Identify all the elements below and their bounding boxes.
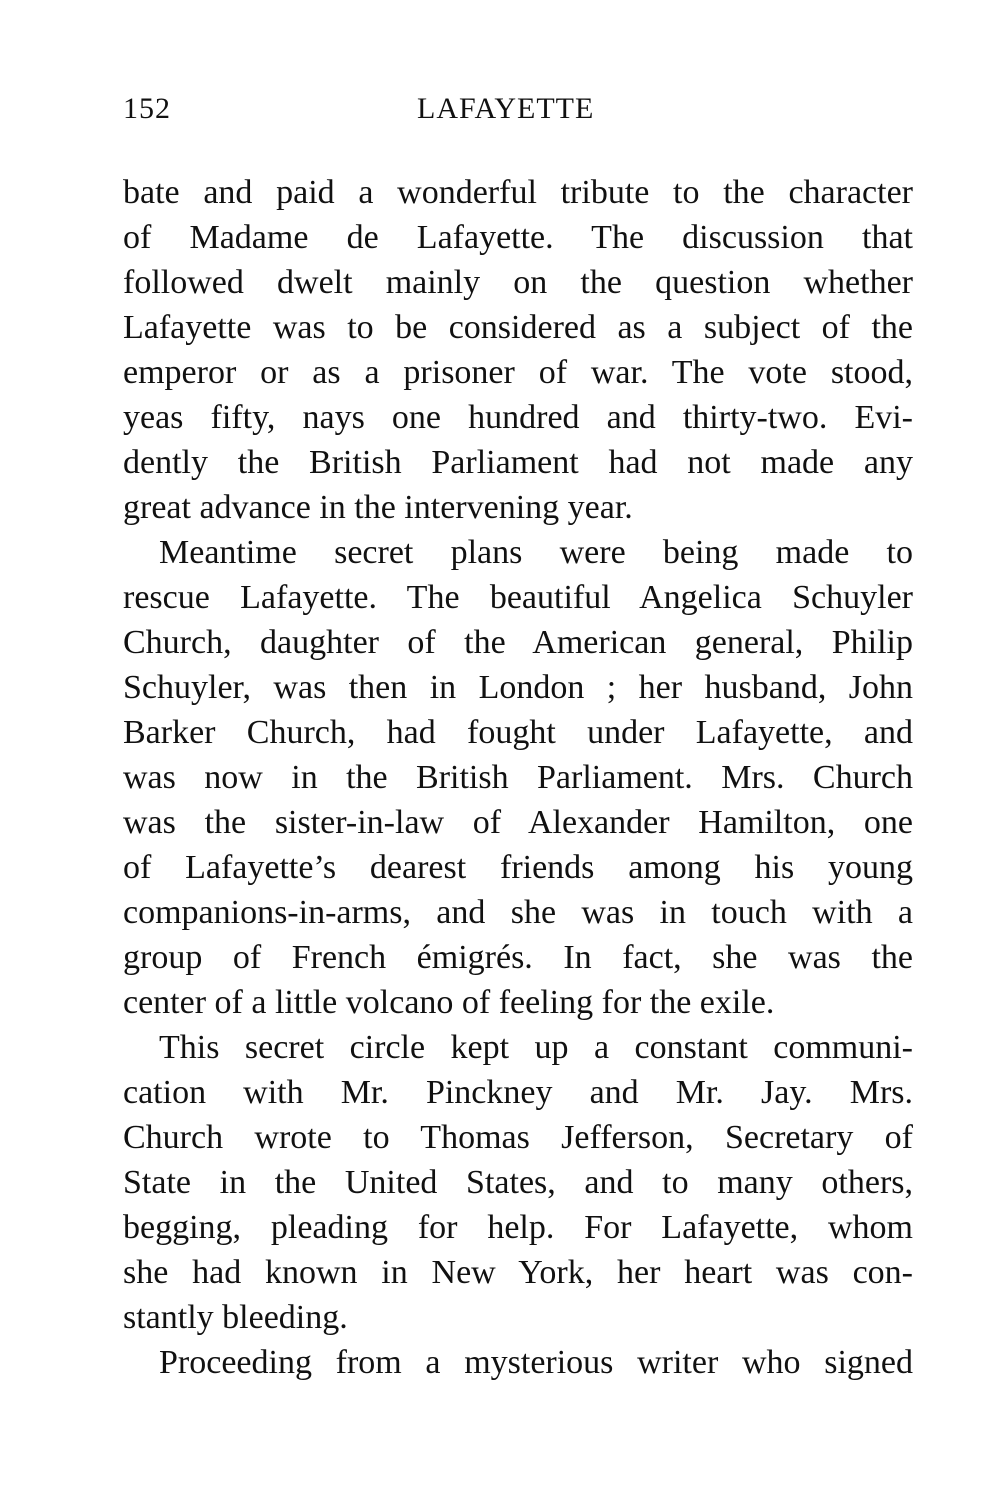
text-line: was now in the British Parliament. Mrs. Church [123,759,913,796]
text-line: stantly bleeding. [123,1299,348,1336]
text-line: Lafayette was to be considered as a subject of the [123,309,913,346]
paragraph-1 [123,170,913,530]
text-line: great advance in the intervening year. [123,489,633,526]
text-line: she had known in New York, her heart was con- [123,1254,913,1291]
text-line: Barker Church, had fought under Lafayette, and [123,714,913,751]
text-line: Church, daughter of the American general, Philip [123,624,913,661]
text-line: emperor or as a prisoner of war. The vote stood, [123,354,913,391]
paragraph-3 [123,1025,913,1340]
text-line: bate and paid a wonderful tribute to the character [123,174,913,211]
text-line: of Lafayette’s dearest friends among his young [123,849,913,886]
text-line: cation with Mr. Pinckney and Mr. Jay. Mrs. [123,1074,913,1111]
paragraph-4 [123,1340,913,1385]
text-line: Proceeding from a mysterious writer who signed [159,1344,913,1381]
text-line: was the sister-in-law of Alexander Hamilton, one [123,804,913,841]
running-title: LAFAYETTE [417,92,595,125]
text-line: State in the United States, and to many others, [123,1164,913,1201]
running-head [123,92,913,136]
text-line: rescue Lafayette. The beautiful Angelica Schuyler [123,579,913,616]
text-line: begging, pleading for help. For Lafayette, whom [123,1209,913,1246]
text-line: group of French émigrés. In fact, she was the [123,939,913,976]
text-line: yeas fifty, nays one hundred and thirty-two. Evi- [123,399,913,436]
page-number: 152 [123,92,171,125]
body-text [123,170,913,1385]
paragraph-2 [123,530,913,1025]
text-line: center of a little volcano of feeling for the exile. [123,984,775,1021]
text-line: Schuyler, was then in London ; her husband, John [123,669,913,706]
text-line: dently the British Parliament had not made any [123,444,913,481]
text-line: of Madame de Lafayette. The discussion that [123,219,913,256]
text-line: This secret circle kept up a constant communi- [159,1029,913,1066]
text-line: companions-in-arms, and she was in touch with a [123,894,913,931]
text-line: followed dwelt mainly on the question whether [123,264,913,301]
text-line: Meantime secret plans were being made to [159,534,913,571]
text-line: Church wrote to Thomas Jefferson, Secretary of [123,1119,913,1156]
